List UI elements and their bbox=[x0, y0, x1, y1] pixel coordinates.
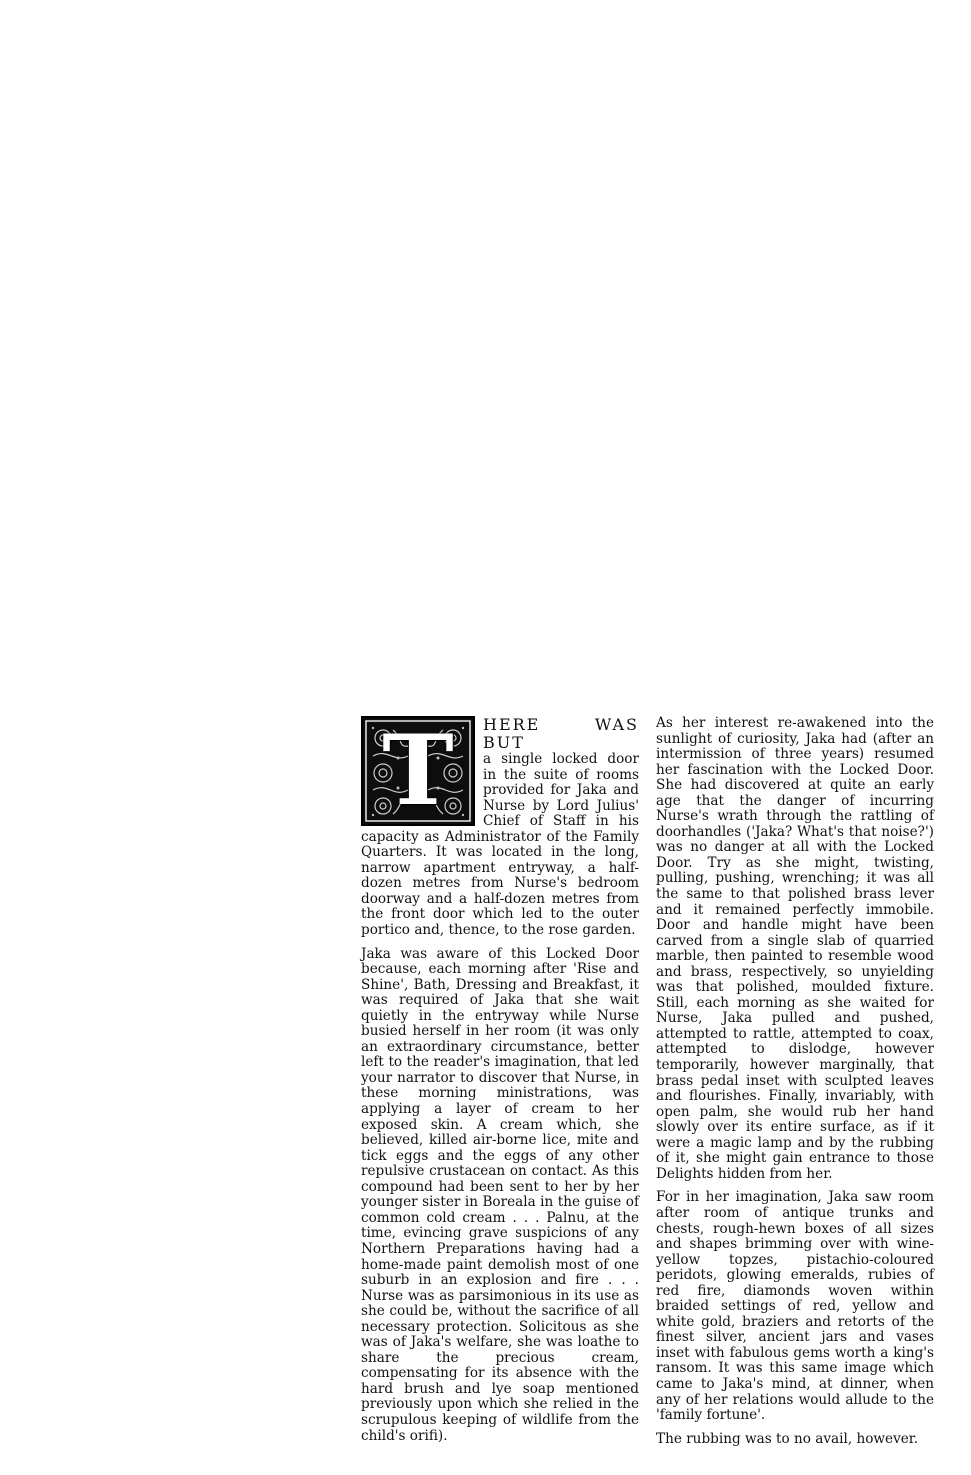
opening-small-caps: HERE WAS BUT bbox=[483, 715, 639, 752]
paragraph-curiosity: As her interest re-awakened into the sunlight of curiosity, Jaka had (after an intermission of three years) resumed her fascination with the Locked Door. She had discovered at quite an early age that the danger of incurring Nurse's wrath through the rattling of doorhandles ('Jaka? What's that noise?') was no danger at all with the Locked Door. Try as she might, twisting, pulling, pushing, wrenching; it was all the same to that polished brass lever and it remained perfectly immobile. Door and handle might have been carved from a single slab of quarried marble, then painted to resemble wood and brass, respectively, so unyielding was that polished, moulded fixture. Still, each morning as she waited for Nurse, Jaka pulled and pushed, attempted to rattle, attempted to coax, attempted to dislodge, however temporarily, however marginally, that brass pedal inset with sculpted leaves and flourishes. Finally, invariably, with open palm, she would rub her hand slowly over its entire surface, as if it were a magic lamp and by the rubbing of it, she might gain entrance to those Delights hidden from her. bbox=[656, 715, 934, 1182]
drop-cap-ornament bbox=[361, 716, 475, 826]
paragraph-imagination: For in her imagination, Jaka saw room after room of antique trunks and chests, rough-hewn boxes of all sizes and shapes brimming over with wine-yellow topzes, pistachio-coloured peridots, glowing emeralds, rubies of red fire, diamonds woven within braided settings of red, yellow and white gold, braziers and retorts of the finest silver, ancient jars and vases inset with fabulous gems worth a king's ransom. It was this same image which came to Jaka's mind, at dinner, when any of her relations would allude to the 'family fortune'. bbox=[656, 1189, 934, 1424]
right-text-column bbox=[656, 716, 934, 1455]
drop-cap-letter: T bbox=[382, 714, 454, 827]
left-text-column bbox=[361, 716, 639, 1452]
opening-paragraph-text: a single locked door in the suite of rooms provided for Jaka and Nurse by Lord Julius' Chief of Staff in his capacity as Administrator of the Family Quarters. It was located in the long, narrow apartment entryway, a half-dozen metres from Nurse's bedroom doorway and a half-dozen metres from the front door which led to the outer portico and, thence, to the rose garden. bbox=[361, 751, 639, 939]
paragraph-no-avail: The rubbing was to no avail, however. bbox=[656, 1430, 919, 1447]
paragraph-locked-door-awareness: Jaka was aware of this Locked Door because, each morning after 'Rise and Shine', Bath, Dressing and Breakfast, it was required of Jaka that she wait quietly in the entryway while Nurse busied herself in her room (it was only an extraordinary circumstance, better left to the reader's imagination, that led your narrator to discover that Nurse, in these morning ministrations, was applying a layer of cream to her exposed skin. A cream which, she believed, killed air-borne lice, mite and tick eggs and the eggs of any other repulsive crustacean on contact. As this compound had been sent to her by her younger sister in Boreala in the guise of common cold cream . . . Palnu, at the time, evincing grave suspicions of any Northern Preparations having had a home-made paint demolish most of one suburb in an explosion and fire . . . Nurse was as parsimonious in its use as she could be, without the sacrifice of all necessary protection. Solicitous as she was of Jaka's welfare, she was loathe to share the precious cream, compensating for its absence with the hard brush and lye soap mentioned previously upon which she relied in the scrupulous keeping of wildlife from the child's orifi). bbox=[361, 945, 639, 1444]
